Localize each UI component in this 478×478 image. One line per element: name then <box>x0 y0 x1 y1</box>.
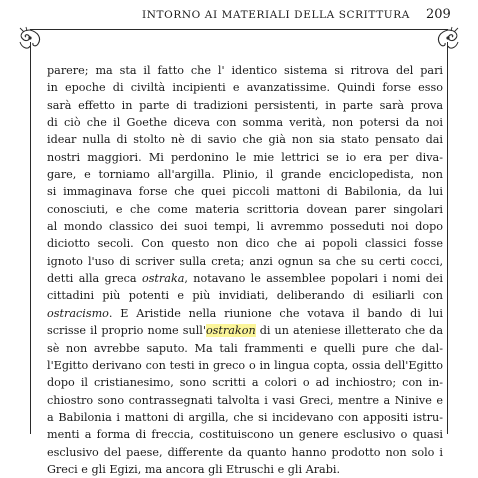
text-segment: scrisse il proprio nome sull' <box>47 324 206 338</box>
page-number: 209 <box>426 7 451 22</box>
text-segment: dopo il cristianesimo, sono scritti a colori o ad inchiostro; con in- <box>47 376 443 390</box>
text-segment: si immaginava forse che quei piccoli mattoni di Babilonia, da lui <box>47 185 443 199</box>
text-line <box>47 114 443 131</box>
text-segment: idear nulla di stolto nè di savio che già non sia stato pensato dai <box>47 133 443 147</box>
text-segment: detti alla greca <box>47 272 142 286</box>
text-segment: Greci e gli Egizi, ma ancora gli Etruschi e gli Arabi. <box>47 462 341 476</box>
text-line <box>47 374 443 391</box>
text-segment: sè non avrebbe saputo. Ma tali frammenti e quelli pure che dal- <box>47 341 443 355</box>
text-segment: diciotto secoli. Con questo non dico che ai popoli classici fosse <box>47 237 443 251</box>
text-line <box>47 287 443 304</box>
text-line <box>47 340 443 357</box>
text-segment: gare, e torniamo all'argilla. Plinio, il grande enciclopedista, non <box>47 168 443 182</box>
text-segment: nostri maggiori. Mi perdonino le mie lettrici se io era per diva- <box>47 150 443 164</box>
text-segment: esclusivo del paese, differente da quanto hanno prodotto non solo i <box>47 445 443 459</box>
text-segment: menti a forma di freccia, costituiscono un genere esclusivo o quasi <box>47 428 443 442</box>
text-segment: al mondo classico dei suoi tempi, li avremmo posseduti noi dopo <box>47 220 443 234</box>
text-line <box>47 235 443 252</box>
text-line <box>47 97 443 114</box>
text-line <box>47 270 443 287</box>
text-line <box>47 392 443 409</box>
text-segment: a Babilonia i mattoni di argilla, che si incidevano con appositi istru- <box>47 410 443 424</box>
text-line <box>47 183 443 200</box>
text-line <box>47 322 443 339</box>
corner-flourish-icon <box>438 27 458 48</box>
text-line <box>47 305 443 322</box>
text-line <box>47 253 443 270</box>
text-segment: cittadini più potenti e più invidiati, deliberando di esiliarli con <box>47 289 443 303</box>
text-segment: , notavano le assemblee popolari i nomi dei <box>184 272 443 286</box>
text-segment: in epoche di civiltà incipienti e avanzatissime. Quindi forse esso <box>47 81 443 95</box>
corner-flourish-icon <box>20 27 40 48</box>
text-segment: parere; ma sta il fatto che l' identico sistema si ritrova del pari <box>47 64 443 77</box>
text-segment: l'Egitto derivano con testi in greco o in lingua copta, ossia dell'Egitto <box>47 358 443 372</box>
text-segment: di un ateniese illetterato che da <box>255 324 443 338</box>
running-head: INTORNO AI MATERIALI DELLA SCRITTURA <box>142 9 410 21</box>
text-line <box>47 79 443 96</box>
italic-term: ostracismo <box>47 306 109 320</box>
text-line <box>47 131 443 148</box>
text-segment: ignoto l'uso di scriver sulla creta; anzi ognun sa che su certi cocci, <box>47 254 443 268</box>
italic-term: ostraka <box>141 272 185 286</box>
text-line <box>47 201 443 218</box>
text-segment: chiostro sono contrassegnati talvolta i vasi Greci, mentre a Ninive e <box>47 393 443 407</box>
highlighted-term: ostrakon <box>205 324 256 338</box>
body-text <box>47 62 443 478</box>
text-line <box>47 357 443 374</box>
text-line <box>47 218 443 235</box>
text-segment: sarà effetto in parte di tradizioni persistenti, in parte sarà prova <box>47 98 443 112</box>
text-line <box>47 444 443 461</box>
text-line <box>47 426 443 443</box>
text-segment: . E Aristide nella riunione che votava il bando di lui <box>108 306 443 320</box>
text-segment: di ciò che il Goethe diceva con somma verità, non potersi da noi <box>47 116 443 130</box>
text-segment: conosciuti, e che come materia scrittoria dovean parer singolari <box>47 202 443 216</box>
text-line <box>47 149 443 166</box>
text-line <box>47 461 443 478</box>
text-line <box>47 166 443 183</box>
text-line <box>47 409 443 426</box>
text-line <box>47 62 443 79</box>
